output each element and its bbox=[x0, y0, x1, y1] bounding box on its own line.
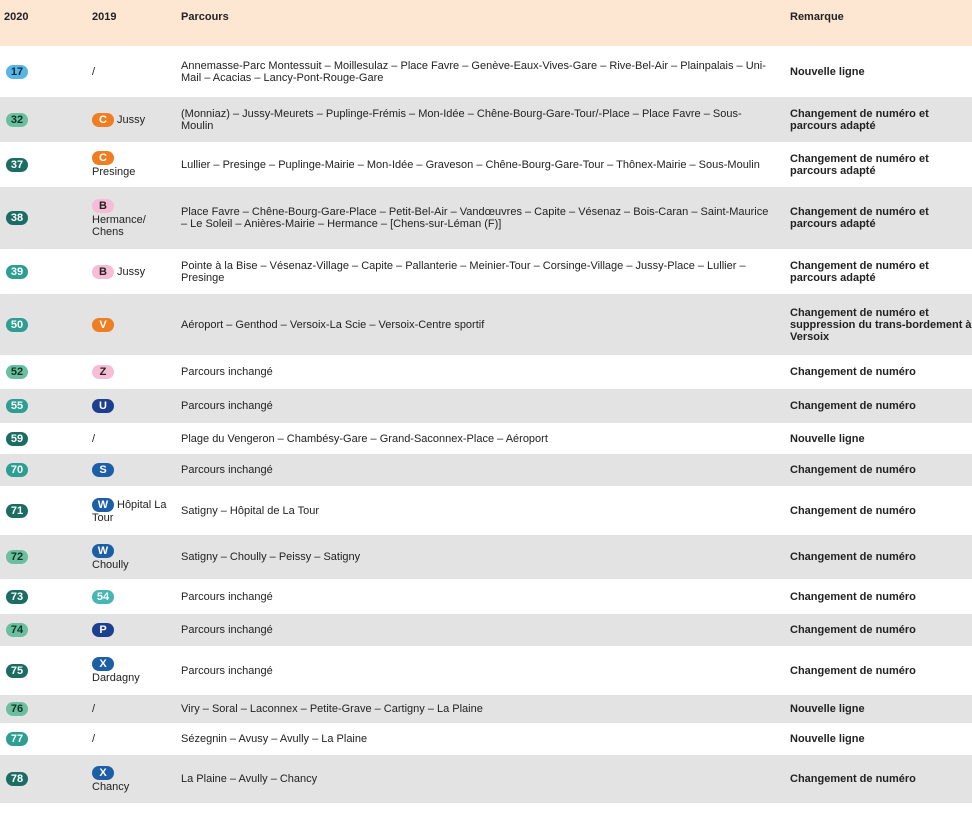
line-2019-text: / bbox=[92, 65, 96, 78]
line-2019-badge: U bbox=[92, 399, 114, 413]
table-row bbox=[0, 454, 972, 486]
note-text: Changement de numéro bbox=[790, 400, 916, 412]
note-text: Changement de numéro bbox=[790, 590, 916, 603]
note-text: Changement de numéro bbox=[790, 464, 916, 476]
line-2019-badge: B bbox=[92, 265, 114, 279]
line-2019-text: Chancy bbox=[92, 780, 130, 793]
line-2019-badge: X bbox=[92, 766, 114, 780]
line-2019-badge: Z bbox=[92, 365, 114, 379]
table-row bbox=[0, 355, 972, 389]
line-2019-text: Hermance/ Chens bbox=[92, 213, 146, 238]
route-text: (Monniaz) – Jussy-Meurets – Puplinge-Frémis – Mon-Idée – Chêne-Bourg-Gare-Tour/-Place – Place Favre – Sous-Moulin bbox=[181, 107, 742, 132]
line-2019-badge: W bbox=[92, 498, 114, 512]
line-2020-badge: 17 bbox=[6, 65, 28, 79]
line-2020-badge: 32 bbox=[6, 113, 28, 127]
route-text: Satigny – Hôpital de La Tour bbox=[181, 504, 319, 517]
line-2019-text: Presinge bbox=[92, 166, 136, 178]
line-2020-badge: 70 bbox=[6, 463, 28, 477]
table-row bbox=[0, 579, 972, 614]
table-row bbox=[0, 646, 972, 695]
route-text: Aéroport – Genthod – Versoix-La Scie – Versoix-Centre sportif bbox=[181, 318, 485, 331]
table-row bbox=[0, 695, 972, 723]
header-2019: 2019 bbox=[92, 11, 117, 23]
header-note: Remarque bbox=[790, 11, 844, 23]
line-2020-badge: 77 bbox=[6, 732, 28, 746]
route-text: Sézegnin – Avusy – Avully – La Plaine bbox=[181, 733, 368, 745]
line-2019-badge: V bbox=[92, 318, 114, 332]
line-2019-text: / bbox=[92, 703, 96, 715]
line-2020-badge: 39 bbox=[6, 265, 28, 279]
note-text: Changement de numéro et parcours adapté bbox=[790, 259, 929, 284]
note-text: Changement de numéro et parcours adapté bbox=[790, 107, 929, 132]
route-text: La Plaine – Avully – Chancy bbox=[181, 773, 318, 785]
line-2020-badge: 71 bbox=[6, 504, 28, 518]
note-text: Nouvelle ligne bbox=[790, 703, 865, 715]
line-2020-badge: 59 bbox=[6, 432, 28, 446]
table-header bbox=[0, 0, 972, 46]
line-2020-badge: 37 bbox=[6, 158, 28, 172]
line-2019-text: Jussy bbox=[117, 113, 146, 126]
line-2019-badge: C bbox=[92, 151, 114, 165]
line-2019-badge: W bbox=[92, 544, 114, 558]
line-2019-text: Hôpital La Tour bbox=[92, 498, 167, 524]
note-text: Changement de numéro bbox=[790, 773, 916, 785]
route-text: Parcours inchangé bbox=[181, 366, 273, 378]
line-2019-badge: S bbox=[92, 463, 114, 477]
route-text: Parcours inchangé bbox=[181, 400, 273, 412]
line-2020-badge: 55 bbox=[6, 399, 28, 413]
header-2020: 2020 bbox=[4, 11, 29, 23]
line-2019-badge: C bbox=[92, 113, 114, 127]
note-text: Changement de numéro bbox=[790, 624, 916, 636]
note-text: Nouvelle ligne bbox=[790, 432, 865, 445]
table-row bbox=[0, 142, 972, 187]
line-2019-text: Dardagny bbox=[92, 672, 140, 684]
line-2019-badge: B bbox=[92, 199, 114, 213]
line-2020-badge: 73 bbox=[6, 590, 28, 604]
note-text: Changement de numéro bbox=[790, 664, 916, 677]
note-text: Changement de numéro bbox=[790, 366, 916, 378]
line-2019-badge: 54 bbox=[92, 590, 114, 604]
route-text: Parcours inchangé bbox=[181, 464, 273, 476]
route-text: Pointe à la Bise – Vésenaz-Village – Capite – Pallanterie – Meinier-Tour – Corsinge-Village – Jussy-Place – Lullier – Presinge bbox=[181, 259, 746, 284]
table-row bbox=[0, 755, 972, 803]
table-row bbox=[0, 249, 972, 294]
table-row bbox=[0, 723, 972, 755]
table-row bbox=[0, 614, 972, 646]
route-text: Plage du Vengeron – Chambésy-Gare – Grand-Saconnex-Place – Aéroport bbox=[181, 432, 548, 445]
note-text: Changement de numéro bbox=[790, 504, 916, 517]
note-text: Changement de numéro et parcours adapté bbox=[790, 206, 929, 230]
route-text: Parcours inchangé bbox=[181, 624, 273, 636]
route-text: Parcours inchangé bbox=[181, 590, 273, 603]
note-text: Nouvelle ligne bbox=[790, 733, 865, 745]
line-2020-badge: 50 bbox=[6, 318, 28, 332]
route-text: Satigny – Choully – Peissy – Satigny bbox=[181, 551, 361, 563]
route-text: Annemasse-Parc Montessuit – Moillesulaz – Place Favre – Genève-Eaux-Vives-Gare – Rive-Bel-Air – Plainpalais – Uni-Mail – Acacias – Lancy-Pont-Rouge-Gare bbox=[181, 59, 766, 84]
table-row bbox=[0, 46, 972, 97]
line-2019-text: Jussy bbox=[117, 265, 146, 278]
table-row bbox=[0, 187, 972, 249]
table-row bbox=[0, 423, 972, 454]
table-row bbox=[0, 294, 972, 355]
route-text: Lullier – Presinge – Puplinge-Mairie – Mon-Idée – Graveson – Chêne-Bourg-Gare-Tour – Thônex-Mairie – Sous-Moulin bbox=[181, 158, 760, 171]
line-2019-text: Choully bbox=[92, 558, 129, 571]
line-2020-badge: 74 bbox=[6, 623, 28, 637]
line-2019-text: / bbox=[92, 432, 96, 445]
line-2020-badge: 38 bbox=[6, 211, 28, 225]
route-text: Viry – Soral – Laconnex – Petite-Grave – Cartigny – La Plaine bbox=[181, 703, 483, 715]
table-row bbox=[0, 486, 972, 535]
line-2020-badge: 72 bbox=[6, 550, 28, 564]
line-2020-badge: 78 bbox=[6, 772, 28, 786]
header-route: Parcours bbox=[181, 11, 229, 23]
line-2020-badge: 76 bbox=[6, 702, 28, 716]
note-text: Changement de numéro bbox=[790, 551, 916, 563]
table-row bbox=[0, 97, 972, 142]
note-text: Changement de numéro et parcours adapté bbox=[790, 152, 929, 177]
line-2019-badge: X bbox=[92, 657, 114, 671]
route-text: Parcours inchangé bbox=[181, 664, 273, 677]
table-row bbox=[0, 535, 972, 579]
line-2019-badge: P bbox=[92, 623, 114, 637]
line-2020-badge: 75 bbox=[6, 664, 28, 678]
line-2019-text: / bbox=[92, 733, 96, 745]
table-body bbox=[0, 46, 972, 803]
route-text: Place Favre – Chêne-Bourg-Gare-Place – Petit-Bel-Air – Vandœuvres – Capite – Vésenaz – Bois-Caran – Saint-Maurice – Le Soleil – Anières-Mairie – Hermance – [Chens-sur-Léman (F)] bbox=[181, 206, 769, 230]
line-2020-badge: 52 bbox=[6, 365, 28, 379]
table-row bbox=[0, 389, 972, 423]
note-text: Nouvelle ligne bbox=[790, 65, 865, 78]
note-text: Changement de numéro et suppression du trans-bordement à Versoix bbox=[790, 306, 972, 343]
